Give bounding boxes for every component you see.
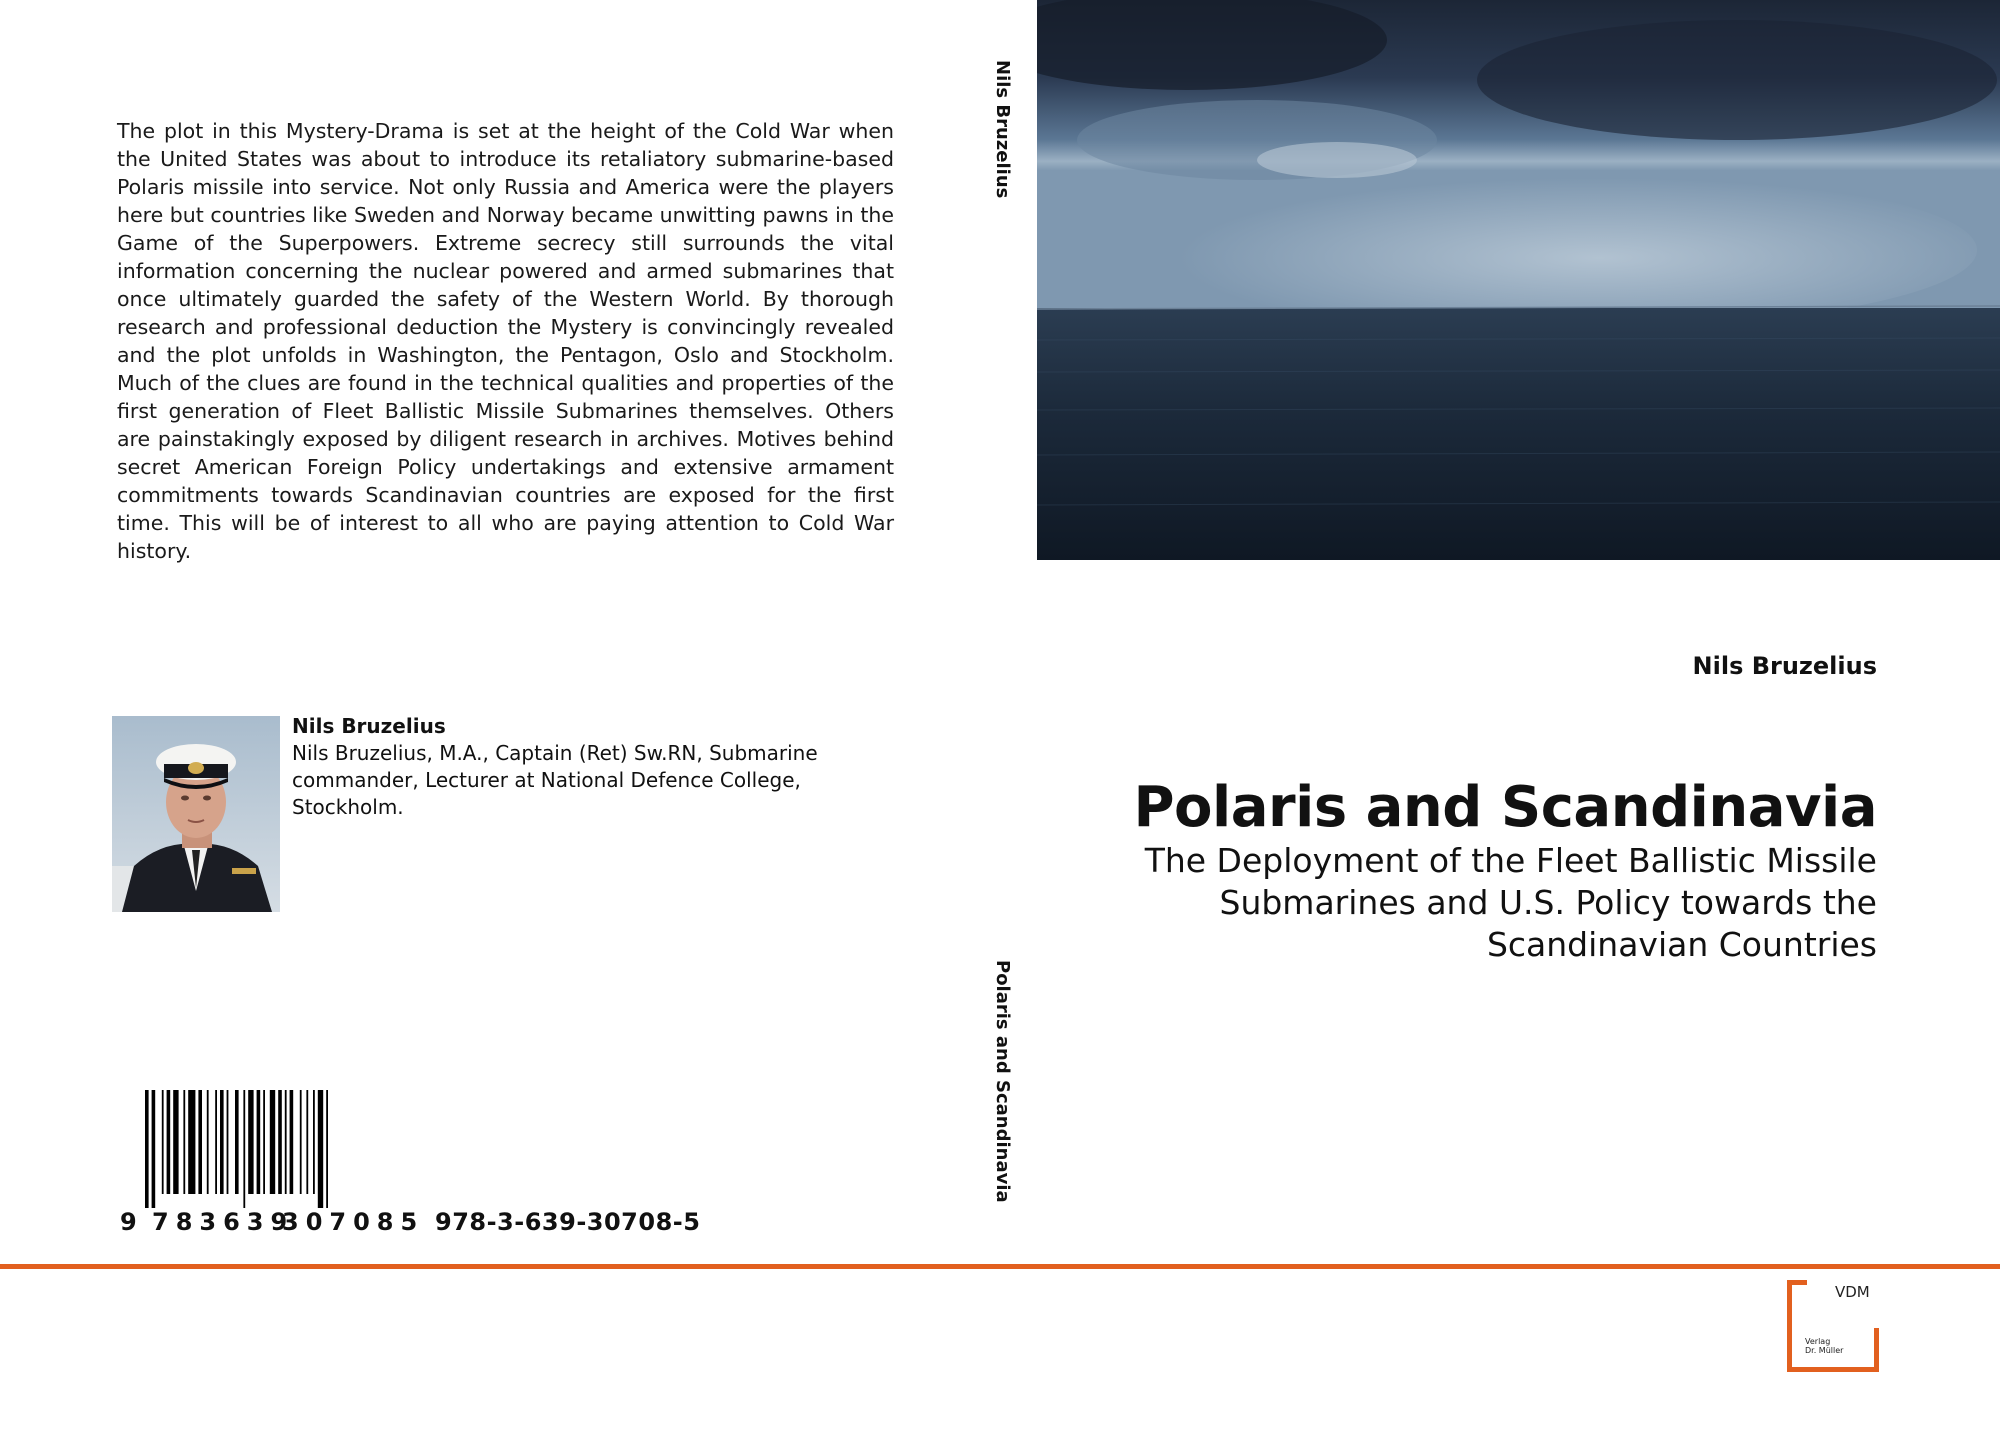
barcode-bar	[300, 1090, 302, 1194]
publisher-logo	[1787, 1280, 1879, 1372]
barcode-bar	[162, 1090, 164, 1194]
cover-photo-stormy-sea	[1037, 0, 2000, 560]
orange-divider	[0, 1264, 2000, 1269]
barcode-bar	[183, 1090, 185, 1194]
barcode-bar	[313, 1090, 315, 1194]
author-photo	[112, 716, 280, 912]
barcode-bar	[215, 1090, 217, 1194]
logo-verlag-line1: Verlag	[1805, 1337, 1831, 1346]
logo-verlag-text	[1805, 1337, 1843, 1355]
spine-title: Polaris and Scandinavia	[992, 960, 1013, 1203]
logo-frame-top	[1787, 1280, 1807, 1285]
logo-frame-bottom	[1787, 1367, 1879, 1372]
barcode-bar	[152, 1090, 156, 1208]
front-cover-subtitle: The Deployment of the Fleet Ballistic Missile Submarines and U.S. Policy towards the Scandinavian Countries	[1144, 841, 1877, 964]
barcode-bar	[173, 1090, 178, 1194]
barcode-bar	[167, 1090, 171, 1194]
barcode-bar	[220, 1090, 224, 1194]
barcode-bar	[290, 1090, 294, 1194]
barcode-bar	[188, 1090, 195, 1194]
barcode-bar	[198, 1090, 202, 1194]
cover-photo-image	[1037, 0, 2000, 560]
barcode-bar	[235, 1090, 239, 1194]
barcode-bar	[257, 1090, 261, 1194]
author-bio-name: Nils Bruzelius	[292, 714, 446, 738]
logo-vdm-text: VDM	[1835, 1283, 1870, 1301]
barcode-bar	[248, 1090, 253, 1194]
logo-frame-left	[1787, 1280, 1792, 1367]
isbn-number: 978-3-639-30708-5	[435, 1208, 701, 1236]
barcode-bar	[145, 1090, 149, 1208]
barcode-digits-left: 783639	[152, 1208, 295, 1236]
logo-verlag-line2: Dr. Müller	[1805, 1346, 1844, 1355]
barcode-bar	[306, 1090, 308, 1194]
front-cover-title: Polaris and Scandinavia	[1133, 775, 1877, 840]
spine-author: Nils Bruzelius	[992, 60, 1013, 199]
barcode-bar	[285, 1090, 287, 1194]
barcode-bars	[112, 1090, 412, 1208]
author-bio-text: Nils Bruzelius, M.A., Captain (Ret) Sw.RN, Submarine commander, Lecturer at National Defence College, Stockholm.	[292, 741, 818, 819]
isbn-barcode	[112, 1090, 425, 1240]
barcode-bar	[263, 1090, 265, 1194]
back-cover-blurb: The plot in this Mystery-Drama is set at the height of the Cold War when the United States was about to introduce its retaliatory submarine-based Polaris missile into service. Not only Russia and America were the players here but countries like Sweden and Norway became unwitting pawns in the Game of the Superpowers. Extreme secrecy still surrounds the vital information concerning the nuclear powered and armed submarines that once ultimately guarded the safety of the Western World. By thorough research and professional deduction the Mystery is convincingly revealed and the plot unfolds in Washington, the Pentagon, Oslo and Stockholm. Much of the clues are found in the technical qualities and properties of the first generation of Fleet Ballistic Missile Submarines themselves. Others are painstakingly exposed by diligent research in archives. Motives behind secret American Foreign Policy undertakings and extensive armament commitments towards Scandinavian countries are exposed for the first time. This will be of interest to all who are paying attention to Cold War history.	[117, 119, 894, 563]
barcode-bar	[207, 1090, 209, 1194]
barcode-bar	[326, 1090, 328, 1208]
front-cover-author: Nils Bruzelius	[1692, 652, 1877, 680]
barcode-bar	[243, 1090, 245, 1208]
barcode-digit-lead: 9	[120, 1208, 137, 1236]
barcode-bar	[278, 1090, 282, 1194]
barcode-bar	[270, 1090, 275, 1194]
barcode-digits-right: 307085	[282, 1208, 425, 1236]
barcode-bar	[227, 1090, 229, 1194]
author-portrait-image	[112, 716, 280, 912]
barcode-bar	[318, 1090, 323, 1208]
logo-frame-right	[1874, 1328, 1879, 1372]
